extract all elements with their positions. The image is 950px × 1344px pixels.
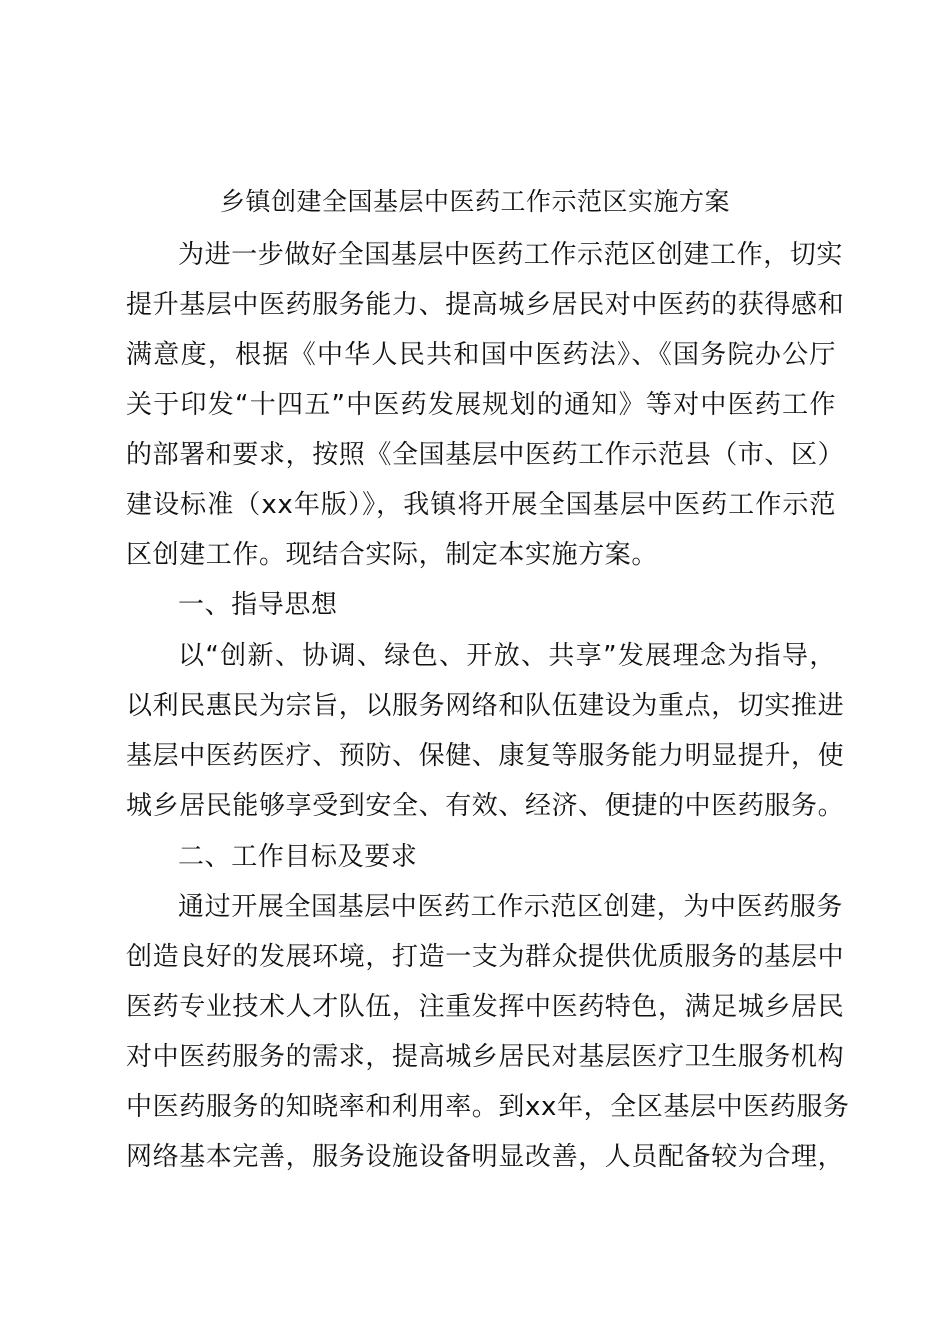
paragraph-line: 为进一步做好全国基层中医药工作示范区创建工作，切实 (178, 240, 844, 270)
section-heading: 一、指导思想 (178, 590, 338, 620)
paragraph-line: 通过开展全国基层中医药工作示范区创建，为中医药服务 (178, 892, 844, 922)
paragraph-line: 网络基本完善，服务设施设备明显改善，人员配备较为合理， (126, 1142, 845, 1172)
paragraph-line: 医药专业技术人才队伍，注重发挥中医药特色，满足城乡居民 (126, 992, 845, 1022)
paragraph-line: 满意度，根据《中华人民共和国中医药法》、《国务院办公厅 (126, 340, 836, 370)
document-title: 乡镇创建全国基层中医药工作示范区实施方案 (219, 187, 730, 216)
paragraph-line: 对中医药服务的需求，提高城乡居民对基层医疗卫生服务机构 (126, 1042, 845, 1072)
paragraph-line: 关于印发“十四五”中医药发展规划的通知》等对中医药工作 (126, 390, 836, 420)
paragraph-line: 创造良好的发展环境，打造一支为群众提供优质服务的基层中 (126, 942, 845, 972)
section-heading: 二、工作目标及要求 (178, 842, 418, 872)
paragraph-line: 的部署和要求，按照《全国基层中医药工作示范县（市、区） (126, 440, 845, 470)
paragraph-line: 基层中医药医疗、预防、保健、康复等服务能力明显提升，使 (126, 741, 845, 771)
paragraph-line: 以利民惠民为宗旨，以服务网络和队伍建设为重点，切实推进 (126, 691, 845, 721)
paragraph-line: 以“创新、协调、绿色、开放、共享”发展理念为指导， (178, 641, 836, 671)
paragraph-line: 建设标准（xx年版）》，我镇将开展全国基层中医药工作示范 (126, 490, 836, 520)
paragraph-line: 中医药服务的知晓率和利用率。到xx年，全区基层中医药服务 (126, 1092, 850, 1122)
paragraph-line: 区创建工作。现结合实际，制定本实施方案。 (126, 540, 659, 570)
paragraph-line: 城乡居民能够享受到安全、有效、经济、便捷的中医药服务。 (126, 791, 845, 821)
paragraph-line: 提升基层中医药服务能力、提高城乡居民对中医药的获得感和 (126, 290, 845, 320)
